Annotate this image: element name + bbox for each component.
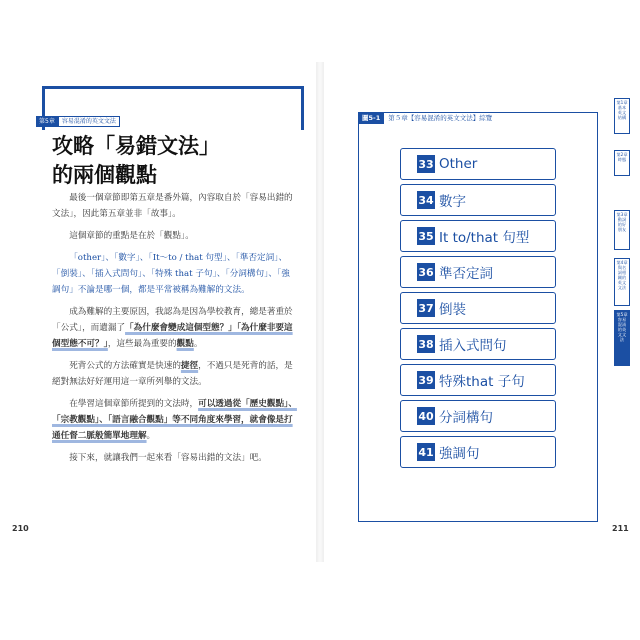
paragraph-1: 最後一個章節即第五章是番外篇，內容取自於「容易出錯的文法」，因此第五章並非「故事」。 — [52, 193, 293, 219]
item-number-badge: 38 — [417, 335, 435, 353]
book-gutter — [316, 62, 324, 562]
chapter-tab-2: 第2章 時態 — [614, 150, 630, 176]
item-number-badge: 41 — [417, 443, 435, 461]
paragraph-6 — [52, 396, 298, 444]
paragraph-3: 「other」、「數字」、「It～to / that 句型」、「準否定詞」、「倒裝」、「插入式問句」、「特殊 that 子句」、「分詞構句」、「強調句」不論是哪一個，都是平常被稱為難解的文法。 — [52, 253, 290, 295]
paragraph-6-a: 在學習這個章節所提到的文法時， — [69, 399, 199, 409]
chapter-number: 第5章 — [36, 116, 58, 127]
overview-item-38 — [400, 328, 556, 360]
overview-item-39 — [400, 364, 556, 396]
item-label: 倒裝 — [439, 302, 466, 318]
chapter-tab-1: 第1章 基本英文結構 — [614, 98, 630, 134]
overview-item-40 — [400, 400, 556, 432]
figure-header — [358, 112, 496, 124]
item-label: 準否定詞 — [439, 266, 493, 282]
paragraph-4-keyword: 觀點 — [176, 339, 194, 349]
paragraph-5-c: ，不過只是死背的話，是絕對無法好好運用這一章所列舉的文法。 — [52, 361, 293, 387]
item-label: It to/that 句型 — [439, 230, 530, 246]
item-label: 強調句 — [439, 446, 480, 462]
chapter-tab-4: 第4章 與名詞相關的英文文法 — [614, 258, 630, 306]
paragraph-6-c: 。 — [146, 431, 156, 441]
item-number-badge: 36 — [417, 263, 435, 281]
overview-item-35 — [400, 220, 556, 252]
overview-item-41 — [400, 436, 556, 468]
paragraph-4-e: 。 — [193, 339, 203, 349]
figure-label: 圖5-1 — [358, 112, 384, 124]
right-page — [324, 62, 630, 562]
paragraph-4-c: ，這些最為重要的 — [107, 339, 177, 349]
paragraph-5 — [52, 358, 298, 390]
paragraph-5-a: 死背公式的方法確實是快速的 — [69, 361, 181, 371]
overview-item-36 — [400, 256, 556, 288]
body-text — [52, 190, 298, 472]
item-number-badge: 39 — [417, 371, 435, 389]
paragraph-5-keyword: 捷徑 — [180, 361, 199, 371]
item-label: 特殊that 子句 — [439, 374, 525, 390]
item-label: Other — [439, 156, 478, 172]
item-label: 分詞構句 — [439, 410, 493, 426]
paragraph-4-emphasis: 「為什麼會變成這個型態？」「為什麼非要這個型態不可？」 — [52, 323, 293, 349]
page-number-left: 210 — [12, 524, 29, 533]
overview-item-34 — [400, 184, 556, 216]
item-number-badge: 37 — [417, 299, 435, 317]
chapter-tab-5: 第5章 容易混淆的英文文法 — [614, 310, 630, 366]
chapter-name: 容易混淆的英文文法 — [58, 116, 120, 127]
item-number-badge: 40 — [417, 407, 435, 425]
page-title — [52, 132, 220, 190]
paragraph-6-emphasis: 可以透過從「歷史觀點」、「宗教觀點」、「語言融合觀點」等不同角度來學習，就會像是打通任督二脈般簡單地理解 — [52, 399, 297, 441]
figure-title: 第５章【容易混淆的英文文法】綜覽 — [388, 114, 493, 122]
paragraph-4-a: 成為難解的主要原因，我認為是因為學校教育，總是著重於「公式」，而遺漏了 — [52, 307, 293, 333]
page-number-right: 211 — [612, 524, 629, 533]
paragraph-4 — [52, 304, 298, 352]
paragraph-7: 接下來，就讓我們一起來看「容易出錯的文法」吧。 — [69, 453, 267, 463]
item-number-badge: 33 — [417, 155, 435, 173]
overview-item-33 — [400, 148, 556, 180]
chapter-tab-3: 第3章 動詞的好朋友 — [614, 210, 630, 250]
item-number-badge: 34 — [417, 191, 435, 209]
title-line-1: 攻略「易錯文法」 — [52, 134, 220, 158]
overview-item-37 — [400, 292, 556, 324]
paragraph-2: 這個章節的重點是在於「觀點」。 — [69, 231, 194, 241]
item-label: 數字 — [439, 194, 466, 210]
item-label: 插入式問句 — [439, 338, 507, 354]
title-line-2: 的兩個觀點 — [52, 163, 157, 187]
chapter-tag — [36, 116, 120, 127]
item-number-badge: 35 — [417, 227, 435, 245]
left-page — [10, 62, 316, 562]
